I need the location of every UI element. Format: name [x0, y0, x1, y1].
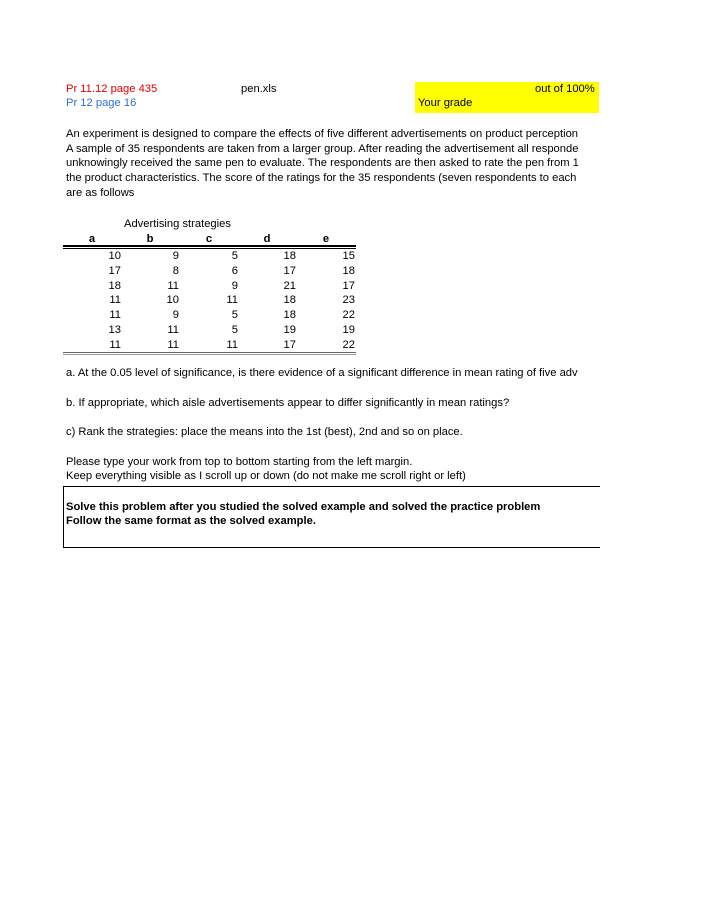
table-title: Advertising strategies [124, 218, 231, 230]
note-line: Follow the same format as the solved example. [66, 515, 316, 527]
problem-description [66, 127, 606, 201]
table-cell[interactable]: 5 [231, 250, 238, 262]
table-cell[interactable]: 11 [167, 279, 179, 292]
description-line: the product characteristics. The score of the ratings for the 35 respondents (seven respondents to each [66, 172, 577, 185]
table-cell[interactable]: 22 [342, 309, 355, 322]
table-cell[interactable]: 21 [283, 279, 296, 292]
problem-reference: Pr 11.12 page 435 [66, 83, 158, 95]
file-name: pen.xls [241, 83, 277, 95]
table-cell[interactable]: 9 [231, 279, 238, 292]
table-cell[interactable]: 11 [226, 294, 238, 307]
table-cell[interactable]: 18 [283, 250, 296, 262]
table-row [63, 249, 356, 264]
table-cell[interactable]: 11 [167, 323, 179, 336]
description-line: are as follows [66, 186, 135, 199]
table-cell[interactable]: 9 [172, 309, 179, 322]
description-line: A sample of 35 respondents are taken from a larger group. After reading the advertisement all responde [66, 142, 579, 155]
table-cell[interactable]: 15 [342, 250, 355, 262]
table-cell[interactable]: 19 [283, 323, 296, 336]
description-line: unknowingly received the same pen to evaluate. The respondents are then asked to rate the pen from 1 [66, 157, 579, 170]
table-cell[interactable]: 17 [108, 264, 121, 277]
table-cell[interactable]: 8 [172, 264, 179, 277]
table-cell[interactable]: 9 [172, 250, 179, 262]
practice-reference: Pr 12 page 16 [66, 97, 137, 109]
table-row [63, 338, 356, 353]
table-cell[interactable]: 17 [283, 264, 296, 277]
table-cell[interactable]: 17 [342, 279, 355, 292]
note-box [63, 486, 600, 548]
table-cell[interactable]: 23 [342, 294, 355, 307]
table-cell[interactable]: 18 [283, 294, 296, 307]
description-line: An experiment is designed to compare the effects of five different advertisements on product perception [66, 128, 579, 140]
column-header: c [205, 233, 213, 245]
instruction-line: Please type your work from top to bottom starting from the left margin. [66, 456, 413, 468]
table-cell[interactable]: 11 [109, 338, 121, 351]
table-row [63, 293, 356, 308]
table-cell[interactable]: 5 [231, 323, 238, 336]
table-cell[interactable]: 17 [283, 338, 296, 351]
table-row [63, 264, 356, 279]
table-cell[interactable]: 6 [231, 264, 238, 277]
instruction-line: Keep everything visible as I scroll up or down (do not make me scroll right or left) [66, 470, 466, 482]
table-cell[interactable]: 13 [108, 323, 121, 336]
header-rule [63, 245, 356, 247]
bottom-rule [63, 352, 356, 353]
grade-label[interactable]: Your grade [418, 97, 473, 109]
column-header: d [263, 233, 271, 245]
bottom-rule-thin [63, 354, 356, 355]
table-row [63, 308, 356, 323]
column-header: b [146, 233, 154, 245]
note-line: Solve this problem after you studied the solved example and solved the practice problem [66, 501, 541, 513]
table-row [63, 279, 356, 294]
table-cell[interactable]: 19 [342, 323, 355, 336]
table-cell[interactable]: 11 [226, 338, 238, 351]
table-cell[interactable]: 11 [167, 338, 179, 351]
out-of-label: out of 100% [535, 83, 595, 95]
table-cell[interactable]: 11 [109, 309, 121, 322]
table-cell[interactable]: 18 [283, 309, 296, 322]
table-body [63, 249, 356, 353]
table-header-row [63, 232, 356, 246]
table-row [63, 323, 356, 338]
question-c: c) Rank the strategies: place the means into the 1st (best), 2nd and so on place. [66, 426, 463, 438]
table-cell[interactable]: 22 [342, 338, 355, 351]
table-cell[interactable]: 18 [342, 264, 355, 277]
column-header: a [88, 233, 96, 245]
table-cell[interactable]: 11 [109, 294, 121, 307]
column-header: e [322, 233, 330, 245]
table-cell[interactable]: 5 [231, 309, 238, 322]
question-a: a. At the 0.05 level of significance, is there evidence of a significant difference in mean rating of five adv [66, 367, 578, 379]
question-b: b. If appropriate, which aisle advertisements appear to differ significantly in mean ratings? [66, 397, 510, 409]
table-cell[interactable]: 18 [108, 279, 121, 292]
table-cell[interactable]: 10 [108, 250, 121, 262]
table-cell[interactable]: 10 [166, 294, 179, 307]
